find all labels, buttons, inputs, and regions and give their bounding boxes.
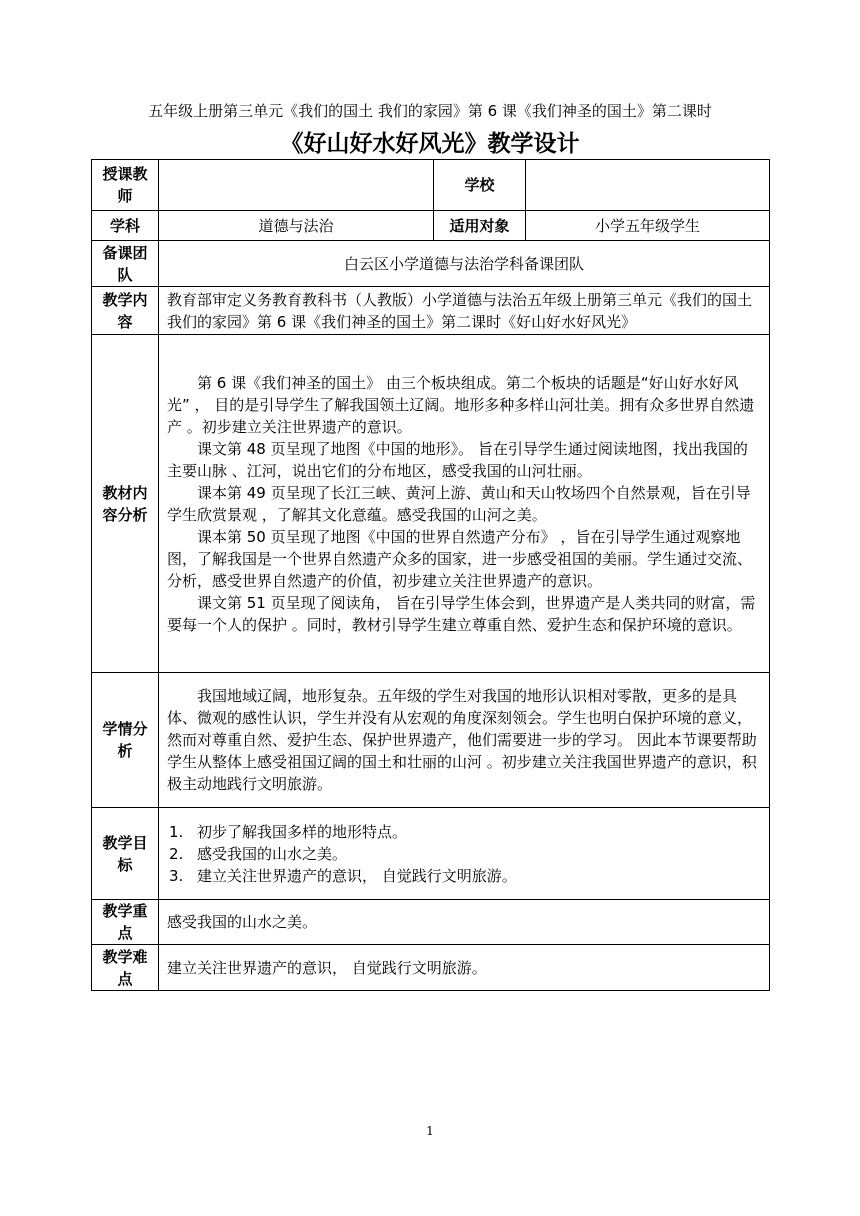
goal-text: 建立关注世界遗产的意识， 自觉践行文明旅游。 (197, 866, 517, 885)
audience-label: 适用对象 (434, 211, 526, 241)
key-value: 感受我国的山水之美。 (159, 900, 770, 945)
goal-item (167, 821, 761, 843)
subject-value: 道德与法治 (159, 211, 434, 241)
goal-number: 3. (169, 866, 184, 885)
page-number: 1 (426, 1124, 434, 1138)
row-goals (92, 808, 770, 900)
audience-value: 小学五年级学生 (526, 211, 770, 241)
analysis-paragraph: 课本第 49 页呈现了长江三峡、黄河上游、黄山和天山牧场四个自然景观，旨在引导学生欣赏景观 ，了解其文化意蕴。感受我国的山河之美。 (167, 483, 751, 524)
goal-number: 1. (169, 822, 184, 841)
analysis-paragraph: 第 6 课《我们神圣的国土》 由三个板块组成。第二个板块的话题是“好山好水好风光” ， 目的是引导学生了解我国领土辽阔。地形多种多样山河壮美。拥有众多世界自然遗产 。初步建立关注世界遗产的意识。 (167, 373, 755, 436)
goals-value (159, 808, 770, 900)
key-label: 教学重点 (92, 900, 159, 945)
row-content (92, 287, 770, 335)
goal-number: 2. (169, 844, 184, 863)
analysis-paragraph: 课本第 50 页呈现了地图《中国的世界自然遗产分布》 ，旨在引导学生通过观察地图，了解我国是一个世界自然遗产众多的国家，进一步感受祖国的美丽。学生通过交流、分析，感受世界自然遗产的价值，初步建立关注世界遗产的意识。 (167, 527, 753, 590)
content-value: 教育部审定义务教育教科书（人教版）小学道德与法治五年级上册第三单元《我们的国土 我们的家园》第 6 课《我们神圣的国土》第二课时《好山好水好风光》 (159, 287, 770, 335)
goal-text: 感受我国的山水之美。 (197, 844, 348, 863)
row-learner-analysis (92, 673, 770, 808)
difficulty-label: 教学难点 (92, 945, 159, 991)
analysis-paragraph: 课文第 51 页呈现了阅读角， 旨在引导学生体会到，世界遗产是人类共同的财富，需要每一个人的保护 。同时，教材引导学生建立尊重自然、爱护生态和保护环境的意识。 (167, 593, 756, 634)
school-value (526, 160, 770, 211)
difficulty-value: 建立关注世界遗产的意识， 自觉践行文明旅游。 (159, 945, 770, 991)
school-label: 学校 (434, 160, 526, 211)
learner-paragraph: 我国地域辽阔，地形复杂。五年级的学生对我国的地形认识相对零散，更多的是具体、微观的感性认识，学生并没有从宏观的角度深刻领会。学生也明白保护环境的意义，然而对尊重自然、爱护生态、保护世界遗产，他们需要进一步的学习。 因此本节课要帮助学生从整体上感受祖国辽阔的国土和壮丽的山河 。初步建立关注我国世界遗产的意识，积极主动地践行文明旅游。 (167, 687, 757, 793)
row-teacher-school (92, 160, 770, 211)
team-label: 备课团队 (92, 241, 159, 287)
team-value: 白云区小学道德与法治学科备课团队 (159, 241, 770, 287)
goal-text: 初步了解我国多样的地形特点。 (197, 822, 408, 841)
row-material-analysis (92, 335, 770, 673)
teacher-value (159, 160, 434, 211)
analysis-paragraph: 课文第 48 页呈现了地图《中国的地形》。 旨在引导学生通过阅读地图，找出我国的主要山脉 、江河，说出它们的分布地区，感受我国的山河壮丽。 (167, 439, 748, 480)
content-label: 教学内容 (92, 287, 159, 335)
subject-label: 学科 (92, 211, 159, 241)
row-team (92, 241, 770, 287)
document-title: 《好山好水好风光》教学设计 (280, 131, 580, 157)
document-subtitle: 五年级上册第三单元《我们的国土 我们的家园》第 6 课《我们神圣的国土》第二课时 (148, 102, 712, 120)
analysis-label: 教材内容分析 (92, 335, 159, 673)
learner-value (159, 673, 770, 808)
row-key-point (92, 900, 770, 945)
row-subject (92, 211, 770, 241)
analysis-value (159, 335, 770, 673)
lesson-plan-table (91, 159, 770, 991)
goal-item (167, 843, 761, 865)
teacher-label: 授课教师 (92, 160, 159, 211)
goal-item (167, 865, 761, 887)
row-difficulty (92, 945, 770, 991)
learner-label: 学情分析 (92, 673, 159, 808)
goals-list (167, 821, 761, 887)
goals-label: 教学目标 (92, 808, 159, 900)
